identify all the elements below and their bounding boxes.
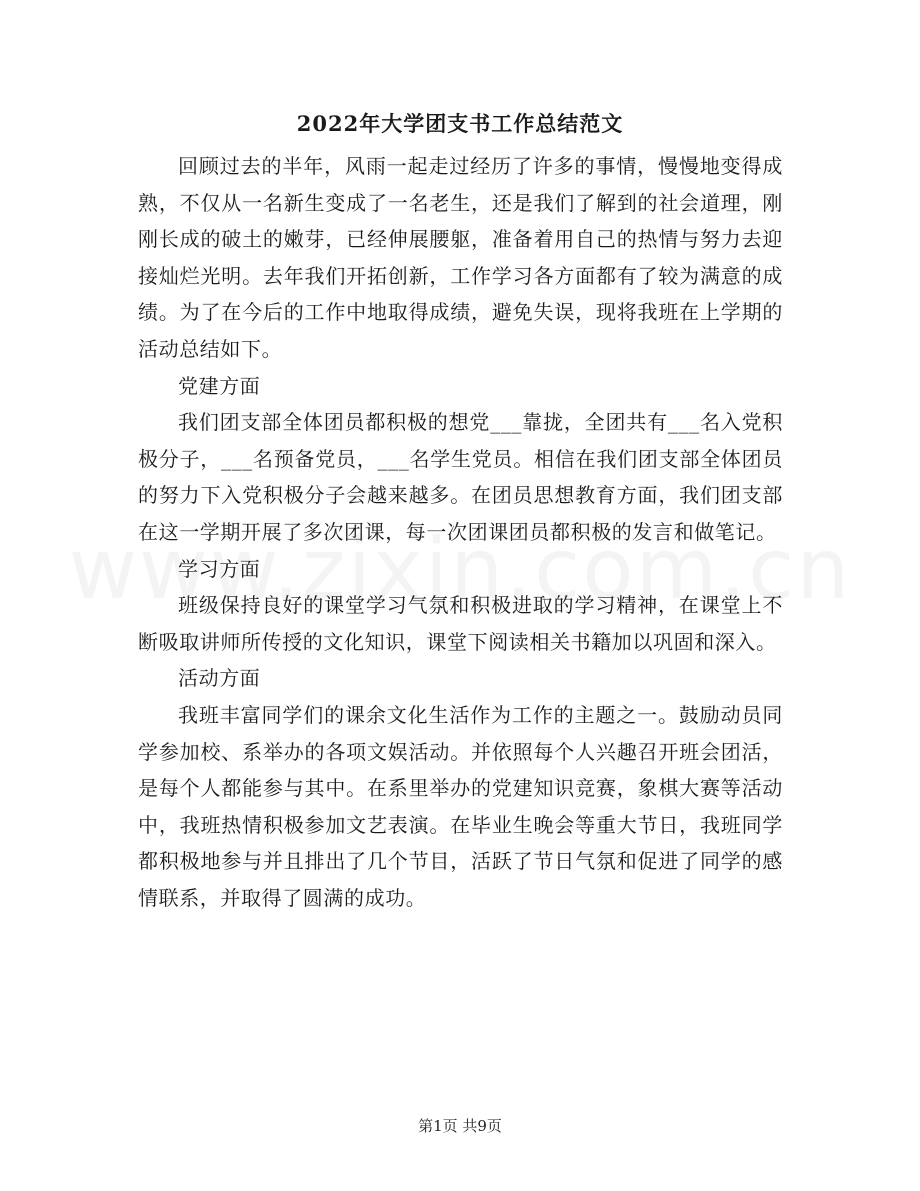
paragraph-activities: 我班丰富同学们的课余文化生活作为工作的主题之一。鼓励动员同学参加校、系举办的各项文娱活动。并依照每个人兴趣召开班会团活，是每个人都能参与其中。在系里举办的党建知识竞赛，象棋大赛等活动中，我班热情积极参加文艺表演。在毕业生晚会等重大节日，我班同学都积极地参与并且排出了几个节目，活跃了节日气氛和促进了同学的感情联系，并取得了圆满的成功。	[138, 702, 783, 910]
section-heading-party: 党建方面	[178, 373, 261, 398]
paragraph-intro: 回顾过去的半年，风雨一起走过经历了许多的事情，慢慢地变得成熟，不仅从一名新生变成了一名老生，还是我们了解到的社会道理，刚刚长成的破土的嫩芽，已经伸展腰躯，准备着用自己的热情与努力去迎接灿烂光明。去年我们开拓创新，工作学习各方面都有了较为满意的成绩。为了在今后的工作中地取得成绩，避免失误，现将我班在上学期的活动总结如下。	[138, 154, 783, 361]
section-heading-study: 学习方面	[178, 556, 261, 581]
page-number-footer: 第1页 共9页	[418, 1117, 502, 1135]
document-title: 2022年大学团支书工作总结范文	[296, 111, 624, 136]
paragraph-study: 班级保持良好的课堂学习气氛和积极进取的学习精神，在课堂上不断吸取讲师所传授的文化知识，课堂下阅读相关书籍加以巩固和深入。	[138, 593, 783, 654]
section-heading-activities: 活动方面	[178, 666, 261, 691]
paragraph-party: 我们团支部全体团员都积极的想党___靠拢，全团共有___名入党积极分子，___名预备党员，___名学生党员。相信在我们团支部全体团员的努力下入党积极分子会越来越多。在团员思想教育方面，我们团支部在这一学期开展了多次团课，每一次团课团员都积极的发言和做笔记。	[138, 410, 783, 544]
document-body	[138, 148, 783, 916]
